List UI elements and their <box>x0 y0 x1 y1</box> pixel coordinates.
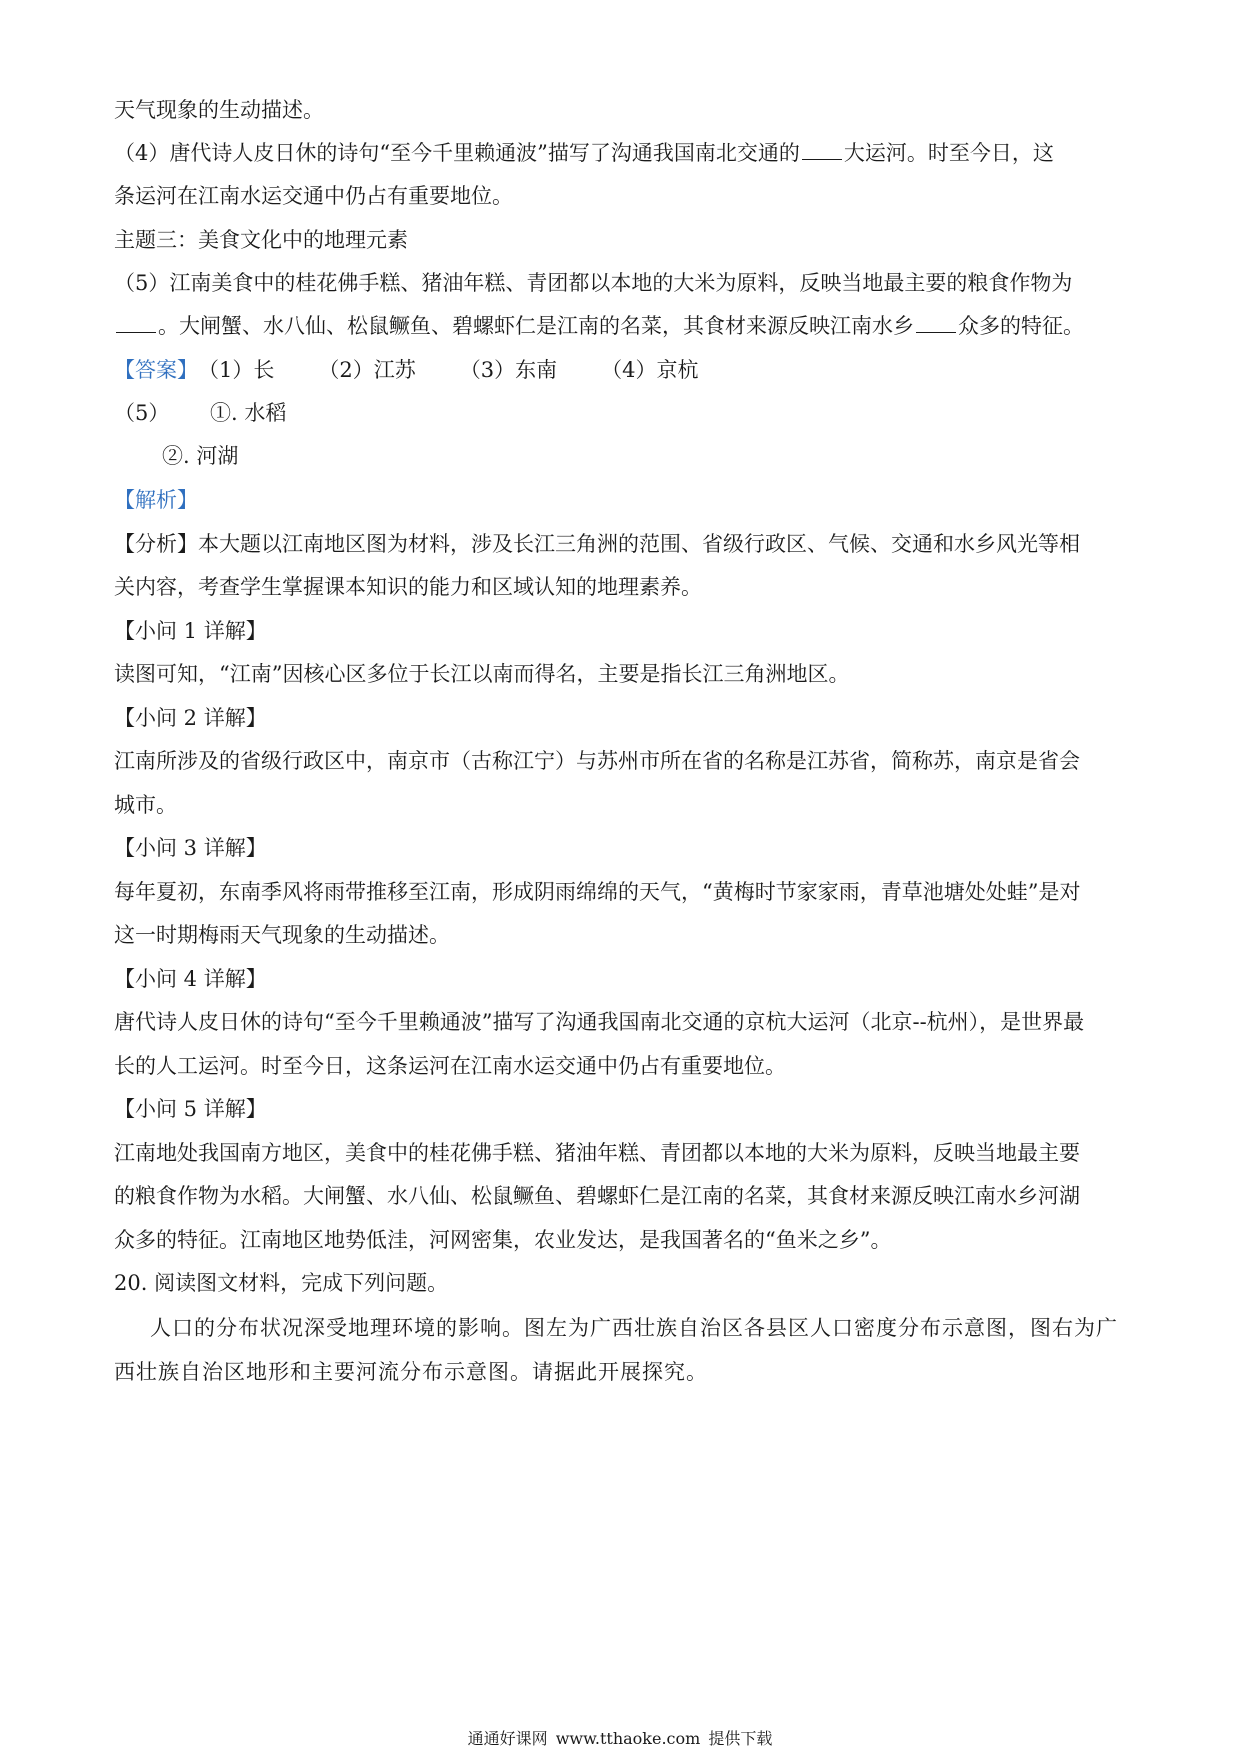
subquestion-4-title: 【小问 4 详解】 <box>114 967 267 991</box>
subquestion-2-text: 江南所涉及的省级行政区中，南京市（古称江宁）与苏州市所在省的名称是江苏省，简称苏，南京是省会 <box>114 749 1080 773</box>
subquestion-2-title: 【小问 2 详解】 <box>114 706 267 730</box>
answer-blank <box>916 312 956 333</box>
answer-item: （2）江苏 <box>318 358 416 382</box>
theme-heading: 主题三：美食文化中的地理元素 <box>114 228 408 252</box>
subquestion-3-text: 这一时期梅雨天气现象的生动描述。 <box>114 923 450 947</box>
subquestion-1-title: 【小问 1 详解】 <box>114 619 267 643</box>
question-5-text: 。大闸蟹、水八仙、松鼠鳜鱼、碧螺虾仁是江南的名菜，其食材来源反映江南水乡 <box>158 314 914 338</box>
text-line: 天气现象的生动描述。 <box>114 98 324 122</box>
subquestion-2-text: 城市。 <box>114 793 177 817</box>
subquestion-4-text: 唐代诗人皮日休的诗句“至今千里赖通波”描写了沟通我国南北交通的京杭大运河（北京--杭州），是世界最 <box>114 1010 1085 1034</box>
question-4-text-end: 大运河。时至今日，这 <box>843 141 1054 165</box>
question-5-line: （5）江南美食中的桂花佛手糕、猪油年糕、青团都以本地的大米为原料，反映当地最主要的粮食作物为 <box>114 271 1073 295</box>
page-footer <box>0 1728 1240 1750</box>
subquestion-5-text: 众多的特征。江南地区地势低洼，河网密集，农业发达，是我国著名的“鱼米之乡”。 <box>114 1228 892 1252</box>
question-4-text: （4）唐代诗人皮日休的诗句“至今千里赖通波”描写了沟通我国南北交通的 <box>114 141 800 165</box>
subquestion-1-text: 读图可知，“江南”因核心区多位于长江以南而得名，主要是指长江三角洲地区。 <box>114 662 850 686</box>
subquestion-5-text: 的粮食作物为水稻。大闸蟹、水八仙、松鼠鳜鱼、碧螺虾仁是江南的名菜，其食材来源反映江南水乡河湖 <box>114 1184 1080 1208</box>
question-20-material: 人口的分布状况深受地理环境的影响。图左为广西壮族自治区各县区人口密度分布示意图，图右为广 <box>150 1316 1118 1340</box>
analysis-text: 关内容，考查学生掌握课本知识的能力和区域认知的地理素养。 <box>114 575 702 599</box>
subquestion-3-title: 【小问 3 详解】 <box>114 836 267 860</box>
footer-suffix: 提供下载 <box>708 1729 773 1748</box>
analysis-text: 【分析】本大题以江南地区图为材料，涉及长江三角洲的范围、省级行政区、气候、交通和水乡风光等相 <box>114 532 1080 556</box>
answer-line <box>114 355 1124 385</box>
subquestion-3-text: 每年夏初，东南季风将雨带推移至江南，形成阴雨绵绵的天气，“黄梅时节家家雨，青草池塘处处蛙”是对 <box>114 880 1081 904</box>
answer-blank <box>116 312 156 333</box>
answer-item: （3）东南 <box>459 358 558 382</box>
answer-label: 【答案】 <box>114 358 198 382</box>
answer-item: （4）京杭 <box>601 358 699 382</box>
subquestion-4-text: 长的人工运河。时至今日，这条运河在江南水运交通中仍占有重要地位。 <box>114 1054 786 1078</box>
answer-5-number: （5） <box>114 401 170 425</box>
subquestion-5-text: 江南地处我国南方地区，美食中的桂花佛手糕、猪油年糕、青团都以本地的大米为原料，反映当地最主要 <box>114 1141 1080 1165</box>
answer-5-item-1: ①. 水稻 <box>210 401 287 425</box>
subquestion-5-title: 【小问 5 详解】 <box>114 1097 267 1121</box>
question-5-line-2 <box>114 311 1124 341</box>
analysis-label: 【解析】 <box>114 488 198 512</box>
question-5-text-end: 众多的特征。 <box>958 314 1084 338</box>
question-20-material: 西壮族自治区地形和主要河流分布示意图。请据此开展探究。 <box>114 1360 708 1384</box>
answer-5-line <box>114 398 1124 428</box>
answer-item: （1）长 <box>198 358 275 382</box>
footer-site-name: 通通好课网 <box>467 1729 548 1748</box>
footer-url[interactable]: www.tthaoke.com <box>555 1729 701 1748</box>
answer-blank <box>802 139 842 160</box>
answer-5-item-2: ②. 河湖 <box>162 444 239 468</box>
question-20-title: 20. 阅读图文材料，完成下列问题。 <box>114 1271 449 1295</box>
question-4-line <box>114 138 1124 168</box>
text-line: 条运河在江南水运交通中仍占有重要地位。 <box>114 184 513 208</box>
